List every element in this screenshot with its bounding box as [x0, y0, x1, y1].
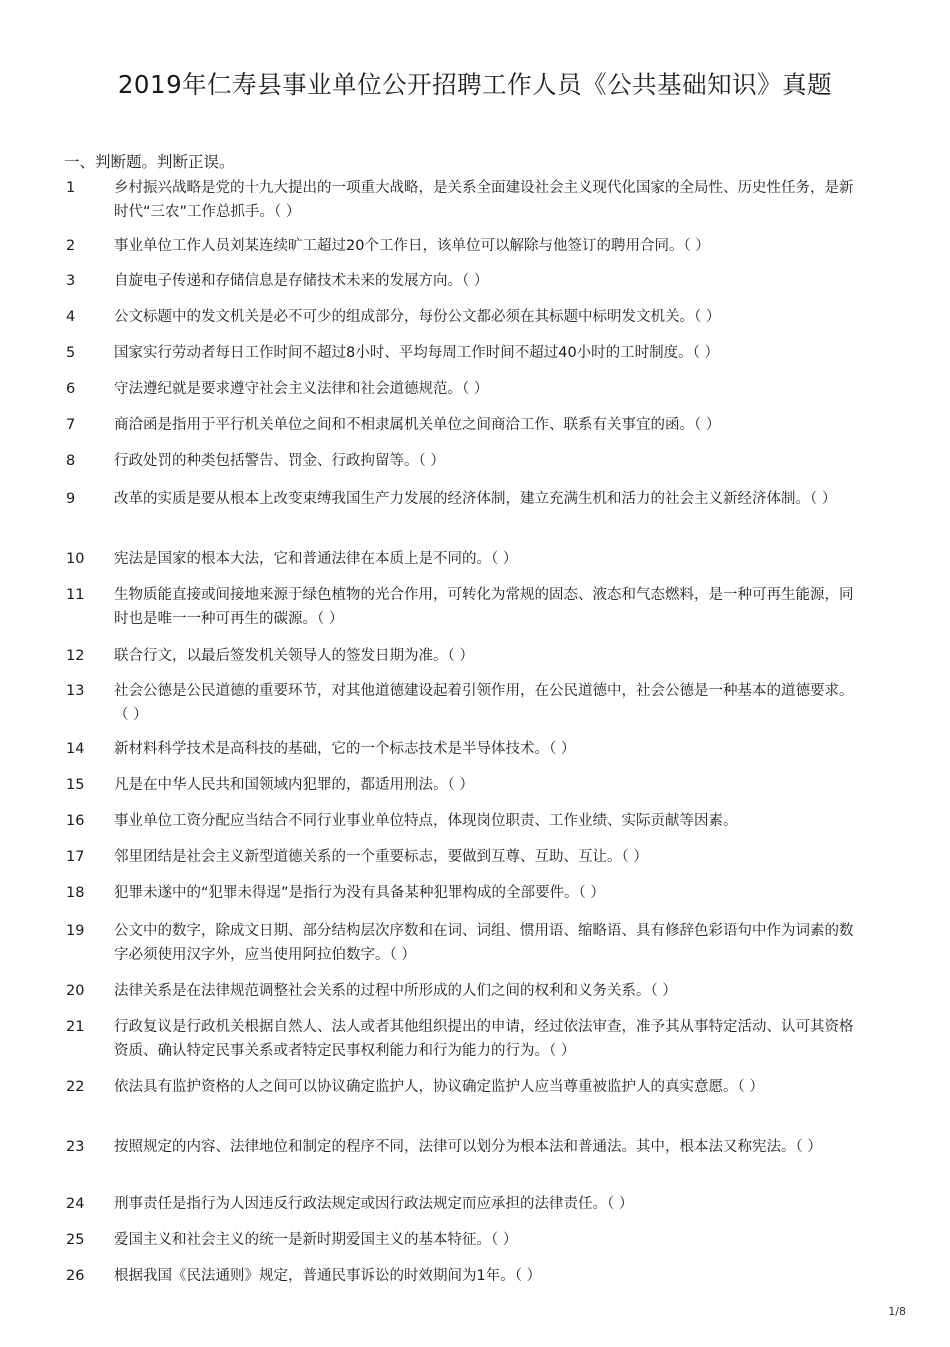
question-number: 19 [66, 923, 85, 939]
question-number: 17 [66, 849, 85, 865]
question-number: 26 [66, 1268, 85, 1284]
question-text: 新材料科学技术是高科技的基础，它的一个标志技术是半导体技术。（ ） [114, 741, 576, 757]
question-number: 23 [66, 1139, 85, 1155]
question-number: 13 [66, 683, 85, 699]
question-text: 犯罪未遂中的“犯罪未得逞”是指行为没有具备某种犯罪构成的全部要件。（ ） [114, 885, 605, 901]
question-number: 11 [66, 587, 85, 603]
question-text: 联合行文，以最后签发机关领导人的签发日期为准。（ ） [114, 648, 474, 664]
question-number: 14 [66, 741, 85, 757]
question-number: 20 [66, 983, 85, 999]
question-text: 乡村振兴战略是党的十九大提出的一项重大战略，是关系全面建设社会主义现代化国家的全局性、历史性任务，是新时代“三农”工作总抓手。（ ） [114, 180, 854, 220]
question-text: 公文标题中的发文机关是必不可少的组成部分，每份公文都必须在其标题中标明发文机关。（ ） [114, 309, 721, 325]
question-number: 21 [66, 1019, 85, 1035]
question-number: 3 [66, 273, 76, 289]
question-text: 事业单位工作人员刘某连续旷工超过20个工作日，该单位可以解除与他签订的聘用合同。（ ） [114, 238, 710, 254]
question-text: 刑事责任是指行为人因违反行政法规定或因行政法规定而应承担的法律责任。（ ） [114, 1196, 634, 1212]
question-number: 2 [66, 238, 76, 254]
question-text: 根据我国《民法通则》规定，普通民事诉讼的时效期间为1年。（ ） [114, 1268, 542, 1284]
question-text: 国家实行劳动者每日工作时间不超过8小时、平均每周工作时间不超过40小时的工时制度。（ ） [114, 345, 720, 361]
question-number: 25 [66, 1232, 85, 1248]
question-text: 行政复议是行政机关根据自然人、法人或者其他组织提出的申请，经过依法审查，准予其从事特定活动、认可其资格资质、确认特定民事关系或者特定民事权利能力和行为能力的行为。（ ） [114, 1019, 854, 1059]
question-text: 守法遵纪就是要求遵守社会主义法律和社会道德规范。（ ） [114, 381, 489, 397]
question-text: 社会公德是公民道德的重要环节，对其他道德建设起着引领作用，在公民道德中，社会公德是一种基本的道德要求。（ ） [114, 683, 854, 723]
question-number: 18 [66, 885, 85, 901]
question-text: 行政处罚的种类包括警告、罚金、行政拘留等。（ ） [114, 453, 445, 469]
question-text: 商洽函是指用于平行机关单位之间和不相隶属机关单位之间商洽工作、联系有关事宜的函。（ ） [114, 417, 721, 433]
page-indicator: 1/8 [888, 1305, 906, 1318]
question-number: 4 [66, 309, 76, 325]
question-number: 10 [66, 551, 85, 567]
question-text: 邻里团结是社会主义新型道德关系的一个重要标志，要做到互尊、互助、互让。（ ） [114, 849, 648, 865]
question-number: 7 [66, 417, 76, 433]
question-text: 法律关系是在法律规范调整社会关系的过程中所形成的人们之间的权利和义务关系。（ ） [114, 983, 677, 999]
question-number: 6 [66, 381, 76, 397]
question-number: 24 [66, 1196, 85, 1212]
section-heading: 一、判断题。判断正误。 [64, 153, 235, 171]
question-number: 16 [66, 813, 85, 829]
question-number: 1 [66, 180, 76, 196]
question-text: 改革的实质是要从根本上改变束缚我国生产力发展的经济体制，建立充满生机和活力的社会主义新经济体制。（ ） [114, 491, 837, 507]
question-text: 凡是在中华人民共和国领域内犯罪的，都适用刑法。（ ） [114, 777, 474, 793]
document-title: 2019年仁寿县事业单位公开招聘工作人员《公共基础知识》真题 [117, 70, 833, 99]
question-number: 5 [66, 345, 76, 361]
question-number: 15 [66, 777, 85, 793]
question-number: 12 [66, 648, 85, 664]
question-number: 22 [66, 1079, 85, 1095]
question-text: 依法具有监护资格的人之间可以协议确定监护人，协议确定监护人应当尊重被监护人的真实意愿。（ ） [114, 1079, 764, 1095]
question-text: 按照规定的内容、法律地位和制定的程序不同，法律可以划分为根本法和普通法。其中，根本法又称宪法。（ ） [114, 1139, 822, 1155]
question-text: 自旋电子传递和存储信息是存储技术未来的发展方向。（ ） [114, 273, 489, 289]
question-text: 宪法是国家的根本大法，它和普通法律在本质上是不同的。（ ） [114, 551, 518, 567]
question-text: 爱国主义和社会主义的统一是新时期爱国主义的基本特征。（ ） [114, 1232, 518, 1248]
question-text: 生物质能直接或间接地来源于绿色植物的光合作用，可转化为常规的固态、液态和气态燃料，是一种可再生能源，同时也是唯一一种可再生的碳源。（ ） [114, 587, 854, 627]
question-number: 9 [66, 491, 76, 507]
question-number: 8 [66, 453, 76, 469]
question-text: 公文中的数字，除成文日期、部分结构层次序数和在词、词组、惯用语、缩略语、具有修辞色彩语句中作为词素的数字必须使用汉字外，应当使用阿拉伯数字。（ ） [114, 923, 854, 963]
question-text: 事业单位工资分配应当结合不同行业事业单位特点，体现岗位职责、工作业绩、实际贡献等因素。 [114, 813, 738, 829]
